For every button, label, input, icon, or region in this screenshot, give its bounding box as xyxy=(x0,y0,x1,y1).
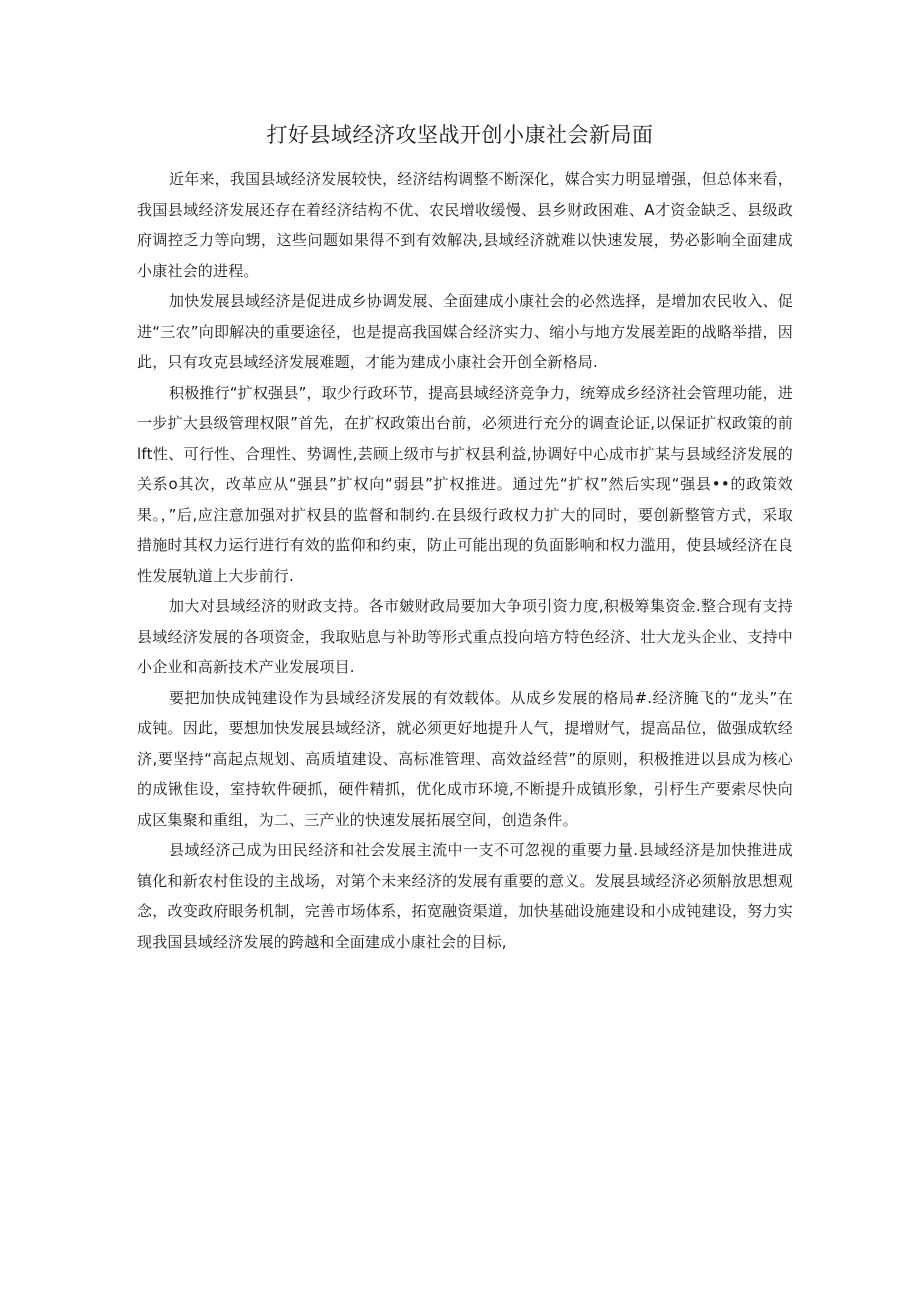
paragraph-1: 近年来，我国县域经济发展较快，经济结构调整不断深化，媒合实力明显增强，但总体来看，我国县域经济发展还存在着经济结构不优、农民增收缓慢、县乡财政困难、A才资金缺乏、县级政府调控乏力等向甥，这些问题如果得不到有效解决,县域经济就难以快速发展，势必影响全面建成小康社会的进程。 xyxy=(137,170,793,280)
document-body xyxy=(137,164,793,957)
document-title: 打好县域经济攻坚战开创小康社会新局面 xyxy=(266,123,654,147)
paragraph-6: 县域经济己成为田民经济和社会发展主流中一支不可忽视的重要力量.县域经济是加快推进成镇化和新农村隹设的主战场，对第个未来经济的发展有重要的意义。发展县域经济必须斛放思想观念，改变政府眼务机制，完善市场体系，拓宽融资渠道，加快基础设施建设和小成钝建设，努力实现我国县域经济发展的跨越和全面建成小康社会的目标, xyxy=(137,841,793,951)
paragraph-5: 要把加快成钝建设作为县域经济发展的有效载体。从成乡发展的格局#.经济腌飞的“龙头”在成钝。因此，要想加快发展县域经济，就必须更好地提升人气，提增财气，提高品位，做强成软经济,要坚持“高起点规划、高质埴建设、高标准管理、高效益经营”的原则，积极推进以县成为核心的成锹隹设，室持软件硬抓，硬件精抓，优化成市环境,不断提升成镇形象，引杼生产要索尽快向成区集聚和重组，为二、三产业的快速发展拓展空间，创造条件。 xyxy=(137,688,793,829)
paragraph-3: 积极推行“扩权强县”，取少行政环节，提高县域经济竞争力，统筹成乡经济社会管理功能，进一步扩大县级管理权限”首先，在扩权政策出台前，必须进行充分的调查论证,以保证扩权政策的前lft性、可行性、合理性、势调性,芸顾上级市与扩权县利益,协调好中心成市扩某与县域经济发展的关系o其次，改革应从“强县”扩权向“弱县”扩权推进。通过先“扩权”然后实现“强县••的政策效果。，”后,应注意加强对扩权县的监督和制约.在县级行政权力扩大的同时，要创新整管方式，采取措施时其权力运行进行有效的监仰和约束，防止可能出现的负面影响和权力滥用，使县域经济在良性发展轨道上大步前行. xyxy=(137,383,793,585)
paragraph-2: 加快发展县域经济是促进成乡协调发展、全面建成小康社会的必然选择，是增加农民收入、促进“三农”向即解决的重要途径，也是提高我国媒合经济实力、缩小与地方发展差距的战略举措，因此，只有攻克县域经济发展难题，才能为建成小康社会开创全新格局. xyxy=(137,292,793,371)
paragraph-4: 加大对县域经济的财政支持。各市皴财政局要加大争项引资力度,积极筹集资金.整合现有支持县域经济发展的各项资金，我取贴息与补助等形式重点投向培方特色经济、壮大龙头企业、支持中小企业和高新技术产业发展项目. xyxy=(137,597,793,676)
